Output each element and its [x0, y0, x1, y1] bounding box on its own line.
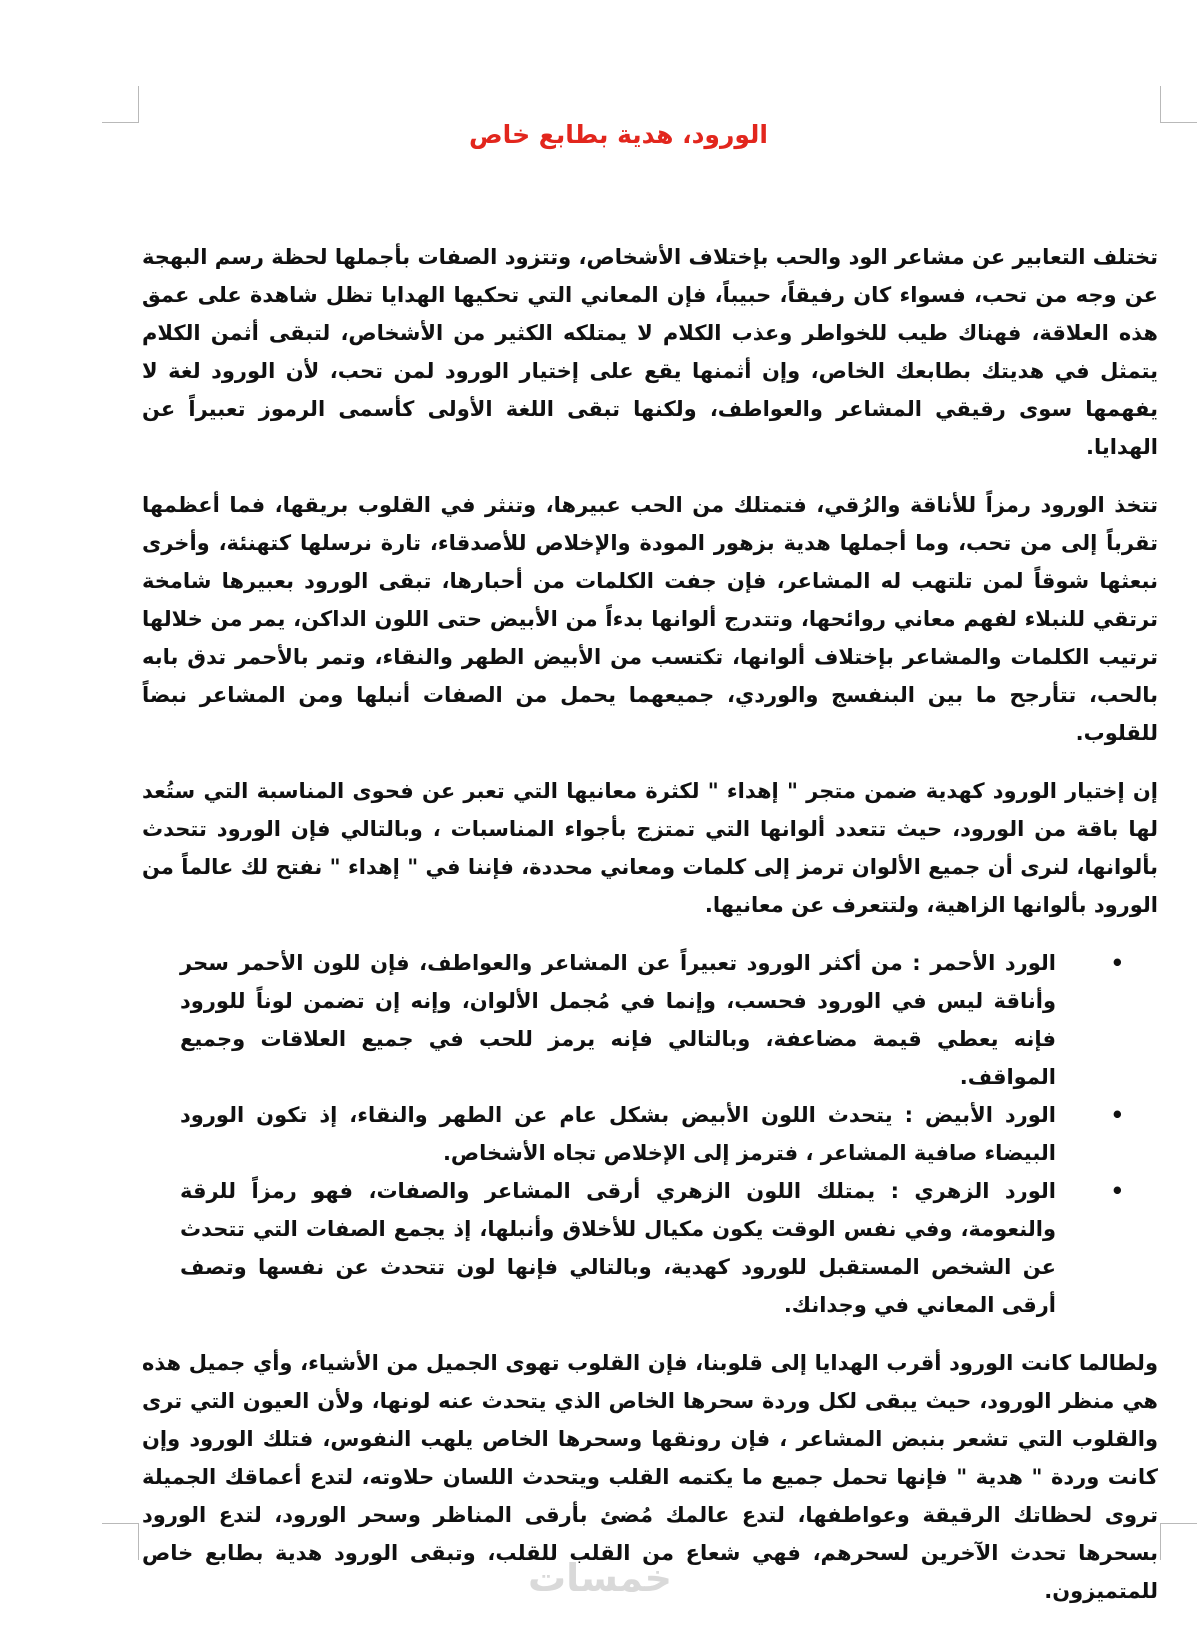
- crop-mark-top-left: [102, 86, 139, 123]
- list-item-white-rose: [142, 1096, 1158, 1172]
- list-item-pink-rose: [142, 1172, 1158, 1324]
- paragraph-closing: ولطالما كانت الورود أقرب الهدايا إلى قلوبنا، فإن القلوب تهوى الجميل من الأشياء، وأي جميل هذه هي منظر الورود، حيث يبقى لكل وردة سحرها الخاص الذي يتحدث عنه لونها، ولأن العيون التي ترى والقلوب التي تشعر بنبض المشاعر ، فإن رونقها وسحرها الخاص يلهب النفوس، فتلك الورود وإن كانت وردة " هدية " فإنها تحمل جميع ما يكتمه القلب ويتحدث اللسان حلاوته، لتدع أعماقك الجميلة تروى لحظاتك الرقيقة وعواطفها، لتدع عالمك مُضئ بأرقى المناظر وسحر الورود، لتدع الورود بسحرها تحدث الآخرين لسحرهم، فهي شعاع من القلب للقلب، وتبقى الورود هدية بطابع خاص للمتميزون.: [142, 1351, 1158, 1603]
- crop-mark-bottom-right: [1160, 1523, 1197, 1560]
- list-item-red-rose: [142, 944, 1158, 1096]
- document-body: [142, 238, 1158, 1630]
- list-item-text: الورد الأبيض : يتحدث اللون الأبيض بشكل عام عن الطهر والنقاء، إذ تكون الورود البيضاء صافية المشاعر ، فترمز إلى الإخلاص تجاه الأشخاص.: [180, 1103, 1056, 1165]
- crop-mark-bottom-left: [102, 1523, 139, 1560]
- bullet-icon: •: [1110, 1103, 1124, 1127]
- rose-colors-list: [142, 944, 1158, 1324]
- paragraph-symbolism: تتخذ الورود رمزاً للأناقة والرُقي، فتمتلك من الحب عبيرها، وتنثر في القلوب بريقها، فما أعظمها تقرباً إلى من تحب، وما أجملها هدية بزهور المودة والإخلاص للأصدقاء، تارة نرسلها كتهنئة، وأخرى نبعثها شوقاً لمن تلتهب له المشاعر، فإن جفت الكلمات من أحبارها، تبقى الورود بعبيرها شامخة ترتقي للنبلاء لفهم معاني روائحها، وتتدرج ألوانها بدءاً من الأبيض حتى اللون الداكن، يمر من خلالها ترتيب الكلمات والمشاعر بإختلاف ألوانها، تكتسب من الأبيض الطهر والنقاء، وتمر بالأحمر تدق بابه بالحب، تتأرجح ما بين البنفسج والوردي، جميعهما يحمل من الصفات أنبلها ومن المشاعر نبضاً للقلوب.: [142, 493, 1158, 745]
- bullet-icon: •: [1110, 1179, 1124, 1203]
- watermark-logo: خمسات: [528, 1556, 672, 1600]
- list-item-text: الورد الأحمر : من أكثر الورود تعبيراً عن المشاعر والعواطف، فإن للون الأحمر سحر وأناقة ليس في الورود فحسب، وإنما في مُجمل الألوان، وإنه إن تضمن لوناً للورود فإنه يعطي قيمة مضاعفة، وبالتالي فإنه يرمز للحب في جميع العلاقات وجميع المواقف.: [180, 951, 1056, 1089]
- paragraph-intro: تختلف التعابير عن مشاعر الود والحب بإختلاف الأشخاص، وتتزود الصفات بأجملها لحظة رسم البهجة عن وجه من تحب، فسواء كان رفيقاً، حبيباً، فإن المعاني التي تحكيها الهدايا تظل شاهدة على عمق هذه العلاقة، فهناك طيب للخواطر وعذب الكلام لا يمتلكه الكثير من الأشخاص، لتبقى أثمن الكلام يتمثل في هديتك بطابعك الخاص، وإن أثمنها يقع على إختيار الورود لمن تحب، لأن الورود لغة لا يفهمها سوى رقيقي المشاعر والعواطف، ولكنها تبقى اللغة الأولى كأسمى الرموز تعبيراً عن الهدايا.: [142, 245, 1158, 459]
- paragraph-store: إن إختيار الورود كهدية ضمن متجر " إهداء " لكثرة معانيها التي تعبر عن فحوى المناسبة التي ستُعد لها باقة من الورود، حيث تتعدد ألوانها التي تمتزج بأجواء المناسبات ، وبالتالي فإن الورود تتحدث بألوانها، لنرى أن جميع الألوان ترمز إلى كلمات ومعاني محددة، فإننا في " إهداء " نفتح لك عالماً من الورود بألوانها الزاهية، ولتتعرف عن معانيها.: [142, 779, 1158, 917]
- crop-mark-top-right: [1160, 86, 1197, 123]
- document-title: الورود، هدية بطابع خاص: [469, 120, 768, 149]
- bullet-icon: •: [1110, 951, 1124, 975]
- list-item-text: الورد الزهري : يمتلك اللون الزهري أرقى المشاعر والصفات، فهو رمزاً للرقة والنعومة، وفي نفس الوقت يكون مكيال للأخلاق وأنبلها، إذ يجمع الصفات التي تتحدث عن الشخص المستقبل للورود كهدية، وبالتالي فإنها لون تتحدث عن نفسها وتصف أرقى المعاني في وجدانك.: [180, 1179, 1056, 1317]
